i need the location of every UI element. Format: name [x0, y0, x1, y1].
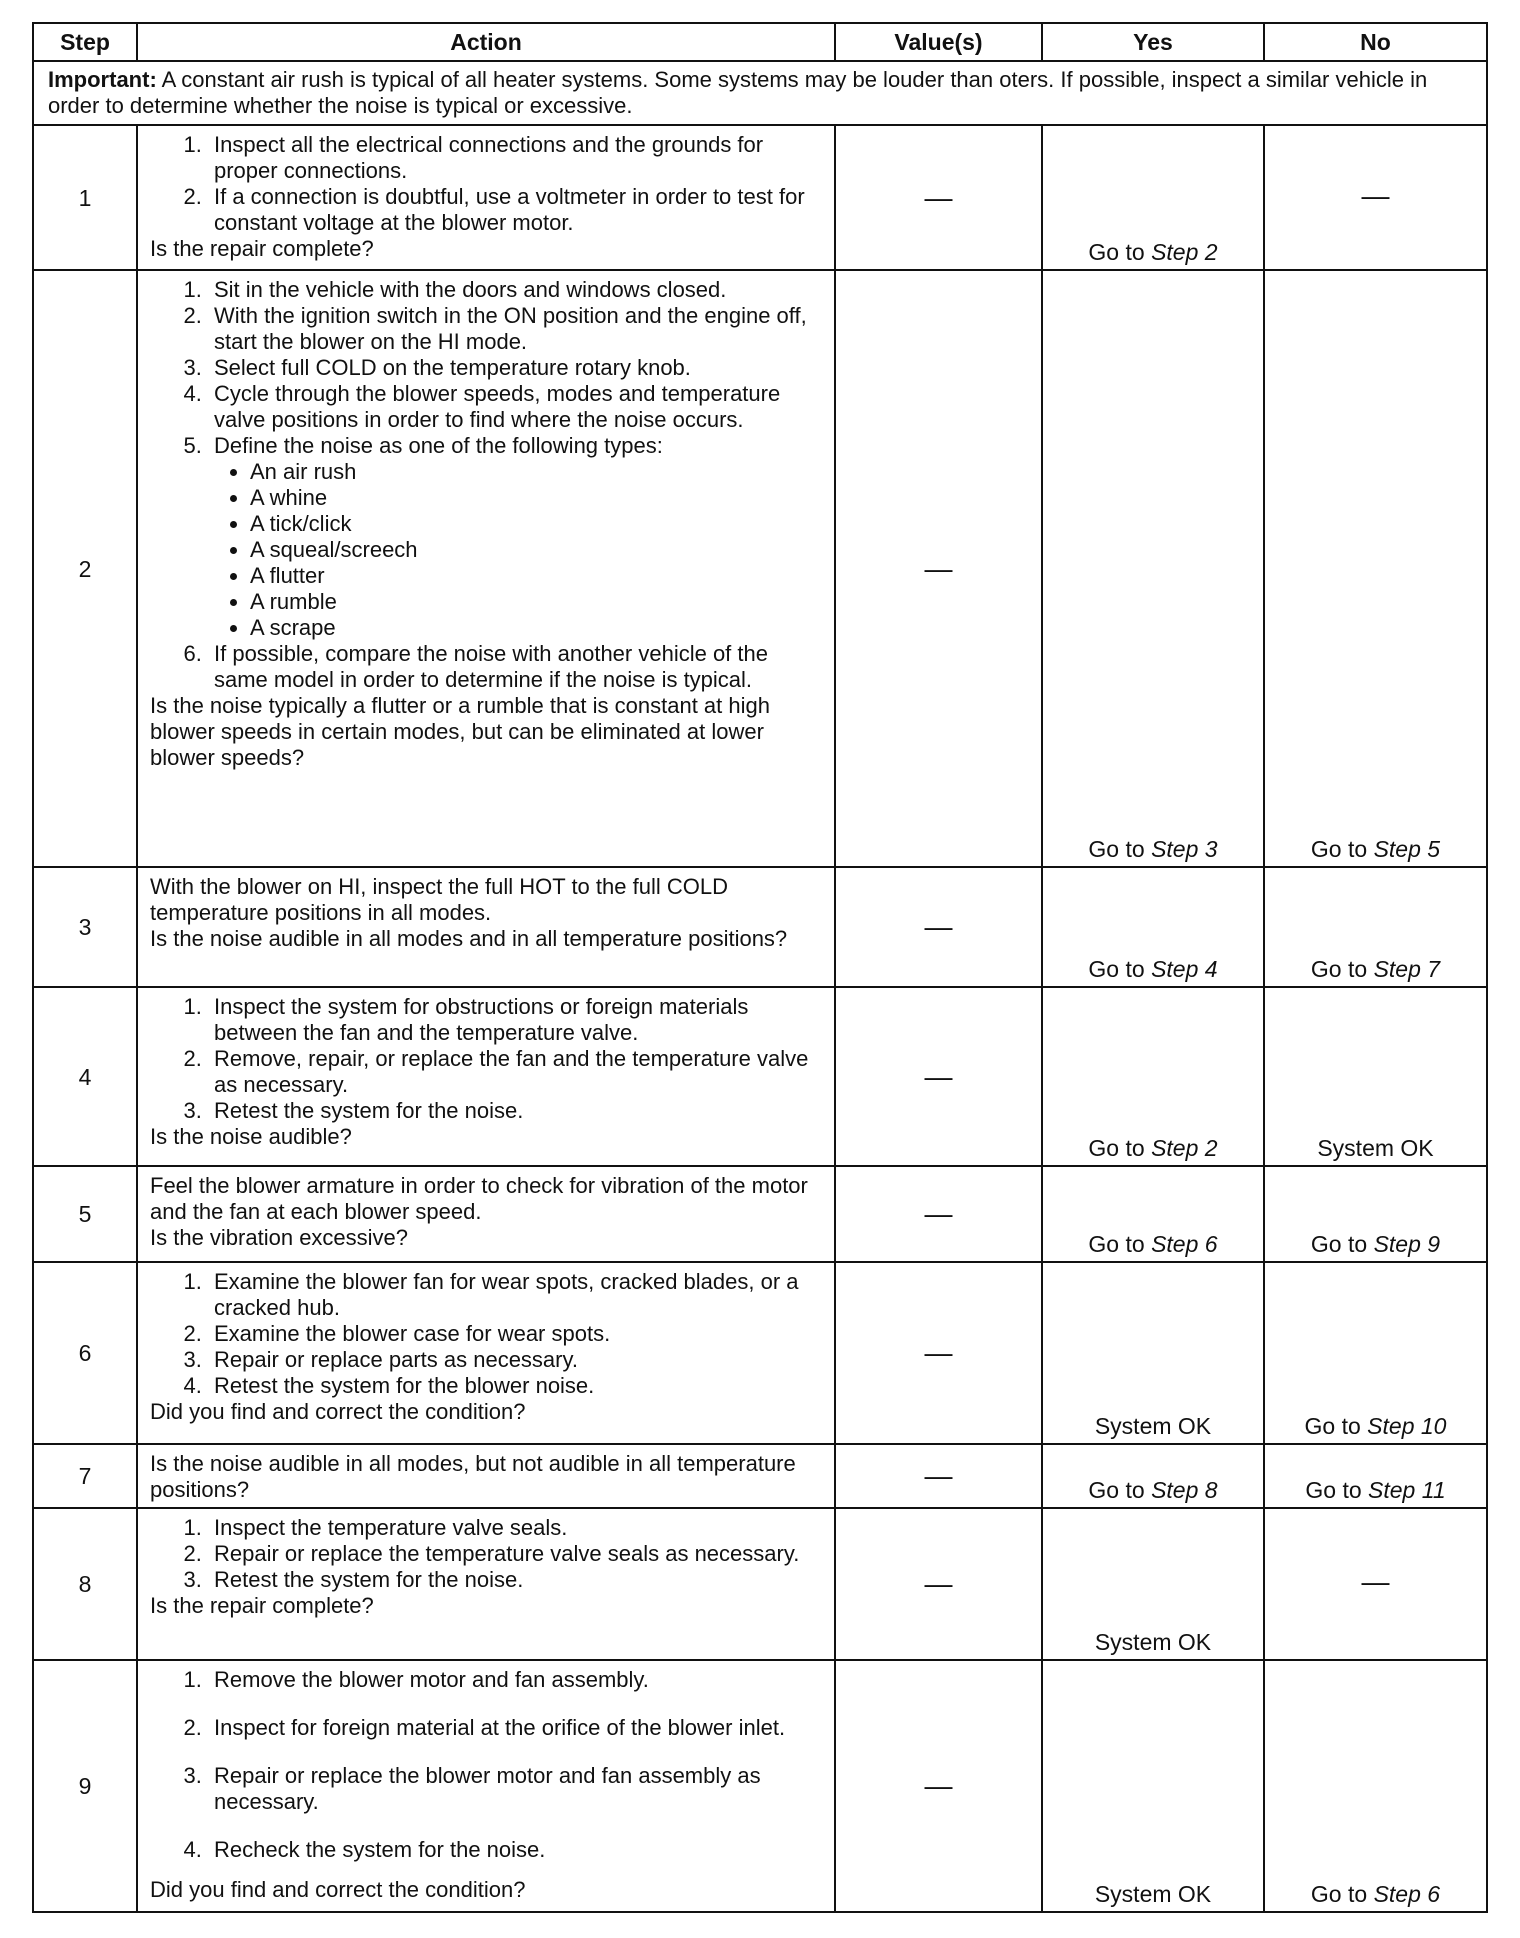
action-item-text: With the ignition switch in the ON position and the engine off, start the blower on the HI mode. [214, 303, 807, 354]
result-text: System OK [1094, 1413, 1212, 1439]
result-text: — [1361, 179, 1390, 211]
goto-step: Step 3 [1151, 836, 1218, 862]
goto-link [1088, 836, 1217, 862]
yes-cell [1042, 1660, 1264, 1912]
value-cell: — [835, 1444, 1042, 1508]
table-row [33, 987, 1487, 1166]
goto-prefix: Go to [1310, 1231, 1368, 1257]
action-cell [137, 125, 835, 270]
table-row [33, 867, 1487, 987]
no-cell [1264, 1508, 1487, 1660]
goto-link [1305, 1413, 1447, 1439]
action-question: Did you find and correct the condition? [150, 1399, 526, 1424]
action-item-text: Inspect all the electrical connections and the grounds for proper connections. [214, 132, 764, 183]
action-question: Is the repair complete? [150, 1593, 374, 1618]
noise-type: • A flutter [250, 563, 822, 589]
yes-cell [1042, 270, 1264, 867]
goto-link [1311, 836, 1440, 862]
goto-link [1305, 1477, 1445, 1503]
action-item-text: Retest the system for the noise. [214, 1567, 524, 1592]
yes-cell [1042, 1262, 1264, 1444]
noise-type-list [214, 459, 822, 641]
action-question: Is the noise typically a flutter or a rumble that is constant at high blower speeds in certain modes, but can be eliminated at lower blower speeds? [150, 693, 770, 770]
goto-step: Step 9 [1373, 1231, 1441, 1257]
action-cell [137, 1262, 835, 1444]
action-question: Did you find and correct the condition? [150, 1877, 526, 1902]
action-item-text: Repair or replace the temperature valve seals as necessary. [214, 1541, 800, 1566]
action-item-text: Remove the blower motor and fan assembly. [214, 1667, 649, 1692]
diagnostic-table [32, 22, 1488, 1913]
yes-cell [1042, 1508, 1264, 1660]
goto-link [1088, 1477, 1217, 1503]
value-cell: — [835, 1508, 1042, 1660]
no-cell [1264, 1444, 1487, 1508]
goto-link [1088, 239, 1217, 265]
action-item [208, 1347, 822, 1373]
action-item-text: Repair or replace parts as necessary. [214, 1347, 578, 1372]
value-cell: — [835, 1660, 1042, 1912]
action-item [208, 132, 822, 184]
table-row [33, 1508, 1487, 1660]
table-body [33, 61, 1487, 1912]
no-cell [1264, 1262, 1487, 1444]
noise-type: • A squeal/screech [250, 537, 822, 563]
action-cell [137, 1166, 835, 1262]
step-number: 2 [33, 270, 137, 867]
goto-prefix: Go to [1088, 1135, 1145, 1161]
action-cell [137, 270, 835, 867]
no-cell [1264, 270, 1487, 867]
goto-prefix: Go to [1310, 836, 1368, 862]
header-action: Action [137, 23, 835, 61]
step-number: 1 [33, 125, 137, 270]
goto-link [1311, 1881, 1440, 1907]
noise-type: • An air rush [250, 459, 822, 485]
goto-link [1311, 1231, 1440, 1257]
action-list [150, 132, 822, 236]
action-list [150, 277, 822, 693]
goto-step: Step 2 [1151, 239, 1218, 265]
action-item-text: If a connection is doubtful, use a voltmeter in order to test for constant voltage at the blower motor. [214, 184, 805, 235]
action-item-text: Inspect for foreign material at the orifice of the blower inlet. [214, 1715, 786, 1740]
goto-prefix: Go to [1088, 1231, 1145, 1257]
table-row [33, 1444, 1487, 1508]
action-cell [137, 1444, 835, 1508]
action-item [208, 1763, 822, 1815]
action-item [208, 1667, 822, 1693]
action-item [208, 303, 822, 355]
important-text: A constant air rush is typical of all heater systems. Some systems may be louder than oters. If possible, inspect a similar vehicle in order to determine whether the noise is typical or excessive. [48, 67, 1428, 118]
goto-link [1311, 956, 1440, 982]
action-item [208, 277, 822, 303]
goto-step: Step 11 [1368, 1477, 1446, 1503]
action-item-text: If possible, compare the noise with another vehicle of the same model in order to determine if the noise is typical. [214, 641, 768, 692]
action-item [208, 381, 822, 433]
action-item [208, 1715, 822, 1741]
action-item [208, 1321, 822, 1347]
noise-type: • A tick/click [250, 511, 822, 537]
action-list [150, 1269, 822, 1399]
header-yes: Yes [1042, 23, 1264, 61]
value-cell: — [835, 867, 1042, 987]
action-intro: With the blower on HI, inspect the full HOT to the full COLD temperature positions in all modes. [150, 874, 728, 925]
goto-link [1088, 956, 1217, 982]
goto-prefix: Go to [1088, 956, 1145, 982]
value-cell: — [835, 270, 1042, 867]
goto-step: Step 10 [1367, 1413, 1447, 1439]
important-note [33, 61, 1487, 125]
action-item-text: Examine the blower fan for wear spots, cracked blades, or a cracked hub. [214, 1269, 799, 1320]
result-text: System OK [1094, 1629, 1212, 1655]
action-item-text: Sit in the vehicle with the doors and windows closed. [214, 277, 727, 302]
step-number: 6 [33, 1262, 137, 1444]
value-cell: — [835, 1166, 1042, 1262]
table-row [33, 1262, 1487, 1444]
step-number: 4 [33, 987, 137, 1166]
action-item [208, 184, 822, 236]
action-item [208, 1046, 822, 1098]
action-item-text: Remove, repair, or replace the fan and the temperature valve as necessary. [214, 1046, 809, 1097]
action-item-text: Inspect the temperature valve seals. [214, 1515, 568, 1540]
action-list [150, 1515, 822, 1593]
step-number: 9 [33, 1660, 137, 1912]
goto-prefix: Go to [1088, 1477, 1145, 1503]
action-item-text: Define the noise as one of the following types: [214, 433, 663, 458]
no-cell [1264, 987, 1487, 1166]
action-item-text: Retest the system for the blower noise. [214, 1373, 595, 1398]
yes-cell [1042, 867, 1264, 987]
action-question: Is the vibration excessive? [150, 1225, 409, 1250]
action-cell [137, 987, 835, 1166]
important-row [33, 61, 1487, 125]
action-item-text: Repair or replace the blower motor and fan assembly as necessary. [214, 1763, 761, 1814]
header-row [33, 23, 1487, 61]
action-item [208, 1837, 822, 1863]
action-item [208, 994, 822, 1046]
yes-cell [1042, 1444, 1264, 1508]
no-cell [1264, 1166, 1487, 1262]
yes-cell [1042, 1166, 1264, 1262]
action-question: Is the noise audible in all modes, but not audible in all temperature positions? [150, 1451, 796, 1502]
action-item [208, 1373, 822, 1399]
goto-prefix: Go to [1088, 836, 1145, 862]
goto-prefix: Go to [1088, 239, 1145, 265]
step-number: 7 [33, 1444, 137, 1508]
yes-cell [1042, 987, 1264, 1166]
action-item [208, 1515, 822, 1541]
table-row [33, 1660, 1487, 1912]
noise-type: • A rumble [250, 589, 822, 615]
table-row [33, 1166, 1487, 1262]
goto-step: Step 7 [1373, 956, 1441, 982]
action-item [208, 1541, 822, 1567]
action-list [150, 994, 822, 1124]
table-row [33, 270, 1487, 867]
no-cell [1264, 1660, 1487, 1912]
action-cell [137, 867, 835, 987]
header-no: No [1264, 23, 1487, 61]
goto-step: Step 5 [1373, 836, 1441, 862]
goto-step: Step 4 [1151, 956, 1218, 982]
result-text: System OK [1317, 1135, 1434, 1161]
action-item [208, 1098, 822, 1124]
action-item-text: Inspect the system for obstructions or foreign materials between the fan and the temperature valve. [214, 994, 749, 1045]
troubleshooting-sheet [32, 22, 1486, 1913]
action-question: Is the noise audible in all modes and in all temperature positions? [150, 926, 788, 951]
action-cell [137, 1508, 835, 1660]
result-text: — [1361, 1566, 1390, 1597]
action-question: Is the noise audible? [150, 1124, 352, 1149]
goto-prefix: Go to [1304, 1413, 1361, 1439]
no-cell [1264, 125, 1487, 270]
important-label: Important: [48, 67, 157, 92]
goto-step: Step 8 [1151, 1477, 1218, 1503]
yes-cell [1042, 125, 1264, 270]
value-cell: — [835, 125, 1042, 270]
step-number: 8 [33, 1508, 137, 1660]
action-item [208, 355, 822, 381]
action-item-text: Examine the blower case for wear spots. [214, 1321, 611, 1346]
action-item [208, 433, 822, 641]
header-step: Step [33, 23, 137, 61]
value-cell: — [835, 987, 1042, 1166]
action-item-text: Recheck the system for the noise. [214, 1837, 546, 1862]
value-cell: — [835, 1262, 1042, 1444]
no-cell [1264, 867, 1487, 987]
goto-prefix: Go to [1310, 1881, 1368, 1907]
goto-prefix: Go to [1310, 956, 1368, 982]
step-number: 3 [33, 867, 137, 987]
action-item-text: Cycle through the blower speeds, modes and temperature valve positions in order to find where the noise occurs. [214, 381, 781, 432]
noise-type: • A scrape [250, 615, 822, 641]
goto-link [1088, 1231, 1217, 1257]
goto-step: Step 6 [1151, 1231, 1218, 1257]
action-item [208, 641, 822, 693]
action-item [208, 1269, 822, 1321]
action-list [150, 1667, 822, 1863]
noise-type: • A whine [250, 485, 822, 511]
action-intro: Feel the blower armature in order to check for vibration of the motor and the fan at each blower speed. [150, 1173, 808, 1224]
action-question: Is the repair complete? [150, 236, 374, 261]
goto-step: Step 6 [1373, 1881, 1441, 1907]
goto-step: Step 2 [1151, 1135, 1218, 1161]
action-item-text: Retest the system for the noise. [214, 1098, 524, 1123]
action-cell [137, 1660, 835, 1912]
header-values: Value(s) [835, 23, 1042, 61]
goto-prefix: Go to [1305, 1477, 1362, 1503]
action-item-text: Select full COLD on the temperature rotary knob. [214, 355, 691, 380]
table-row [33, 125, 1487, 270]
goto-link [1088, 1135, 1217, 1161]
step-number: 5 [33, 1166, 137, 1262]
result-text: System OK [1094, 1881, 1212, 1907]
action-item [208, 1567, 822, 1593]
